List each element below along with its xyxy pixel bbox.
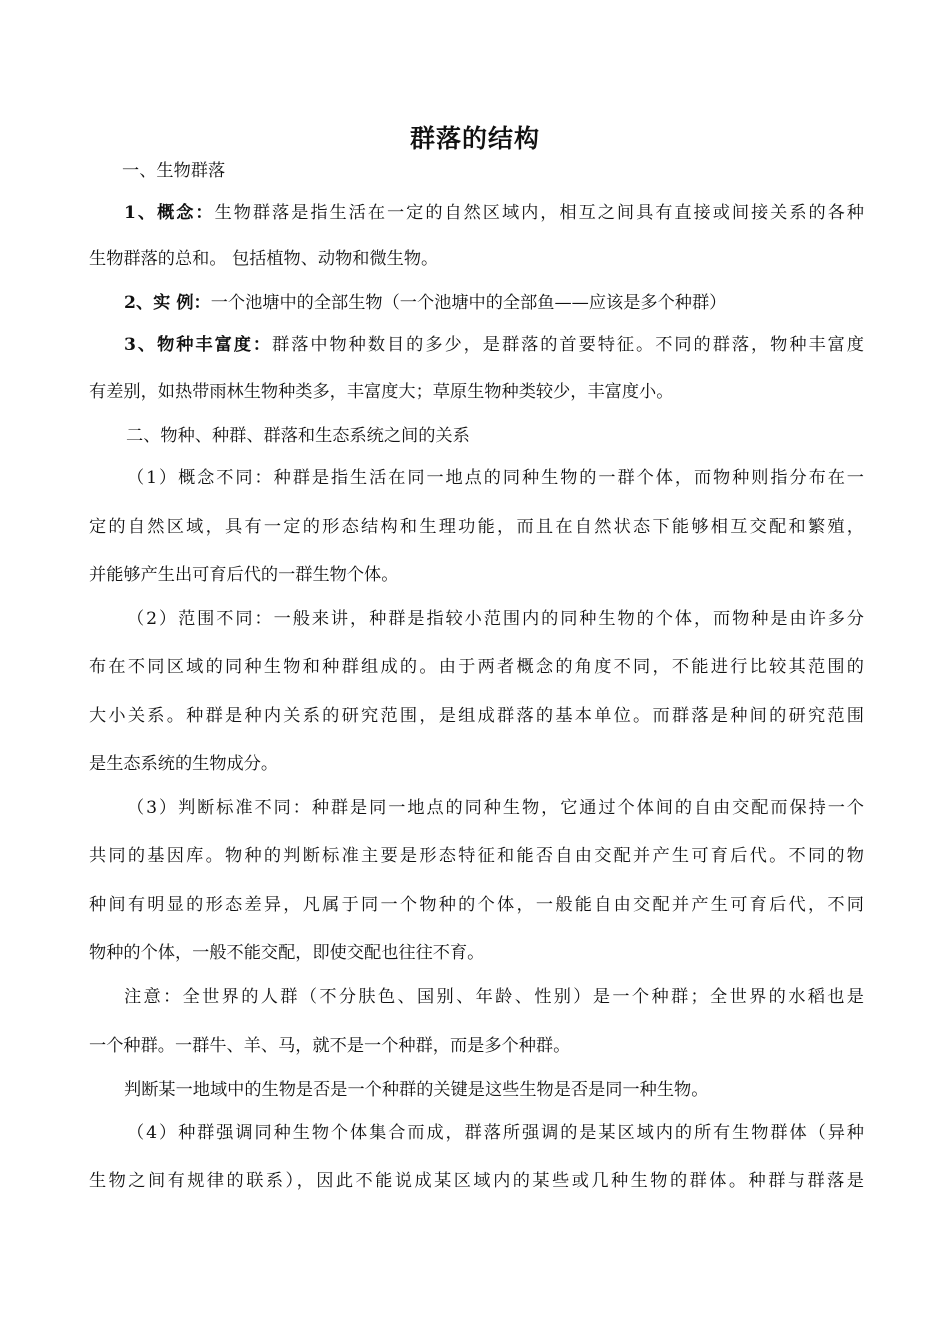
paragraph-line: 注意：全世界的人群（不分肤色、国别、年龄、性别）是一个种群；全世界的水稻也是	[124, 987, 864, 1007]
paragraph-line: 1、概念：生物群落是指生活在一定的自然区域内，相互之间具有直接或间接关系的各种	[124, 203, 864, 223]
paragraph-line: 判断某一地域中的生物是否是一个种群的关键是这些生物是否是同一种生物。	[124, 1080, 709, 1100]
paragraph-line: 3、物种丰富度：群落中物种数目的多少，是群落的首要特征。不同的群落，物种丰富度	[124, 335, 864, 355]
paragraph-line: 大小关系。种群是种内关系的研究范围，是组成群落的基本单位。而群落是种间的研究范围	[89, 706, 864, 726]
paragraph-line: 并能够产生出可育后代的一群生物个体。	[89, 565, 399, 585]
paragraph-line: 生物之间有规律的联系），因此不能说成某区域内的某些或几种生物的群体。种群与群落是	[89, 1171, 864, 1191]
paragraph-line: 共同的基因库。物种的判断标准主要是形态特征和能否自由交配并产生可育后代。不同的物	[89, 846, 864, 866]
paragraph-line: 是生态系统的生物成分。	[89, 754, 279, 774]
paragraph-line: 种间有明显的形态差异，凡属于同一个物种的个体，一般能自由交配并产生可育后代，不同	[89, 895, 864, 915]
paragraph-line: 生物群落的总和。 包括植物、动物和微生物。	[89, 249, 439, 269]
paragraph-line: 物种的个体，一般不能交配，即使交配也往往不育。	[89, 943, 485, 963]
document-title: 群落的结构	[409, 124, 540, 153]
paragraph-line: 2、实 例：一个池塘中的全部生物（一个池塘中的全部鱼——应该是多个种群）	[124, 293, 727, 313]
paragraph-line: （1）概念不同：种群是指生活在同一地点的同种生物的一群个体，而物种则指分布在一	[127, 468, 864, 488]
paragraph-line: （3）判断标准不同：种群是同一地点的同种生物，它通过个体间的自由交配而保持一个	[127, 798, 864, 818]
paragraph-line: 有差别，如热带雨林生物种类多，丰富度大；草原生物种类较少，丰富度小。	[89, 382, 674, 402]
section-heading-1: 一、生物群落	[122, 161, 226, 181]
paragraph-line: 布在不同区域的同种生物和种群组成的。由于两者概念的角度不同，不能进行比较其范围的	[89, 657, 864, 677]
paragraph-line: 定的自然区域，具有一定的形态结构和生理功能，而且在自然状态下能够相互交配和繁殖，	[89, 517, 864, 537]
section-heading-2: 二、物种、种群、群落和生态系统之间的关系	[126, 426, 470, 446]
paragraph-line: （2）范围不同：一般来讲，种群是指较小范围内的同种生物的个体，而物种是由许多分	[127, 609, 864, 629]
paragraph-line: 一个种群。一群牛、羊、马，就不是一个种群，而是多个种群。	[89, 1036, 571, 1056]
paragraph-line: （4）种群强调同种生物个体集合而成，群落所强调的是某区域内的所有生物群体（异种	[127, 1123, 864, 1143]
